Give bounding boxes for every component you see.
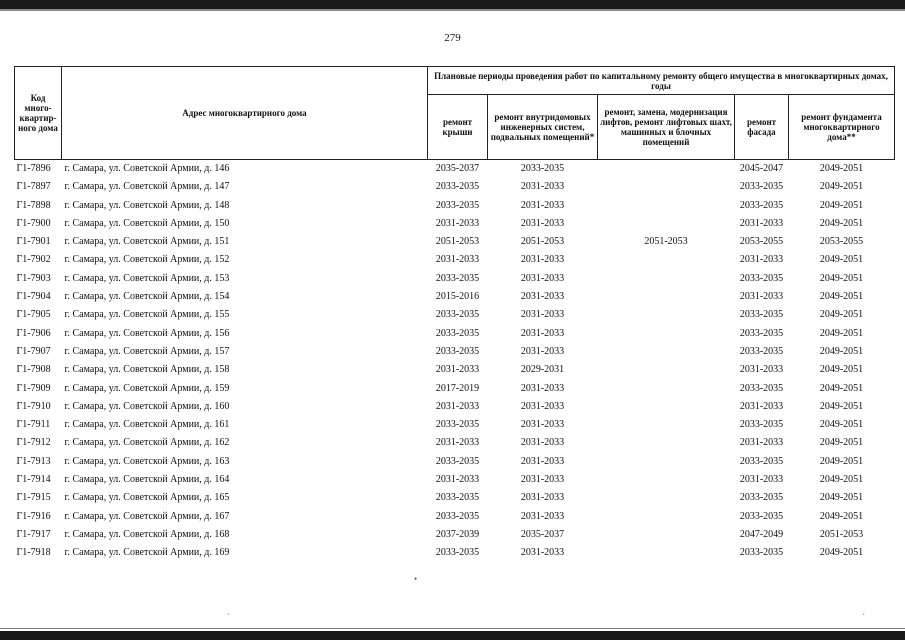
cell-code: Г1-7900 — [16, 217, 51, 229]
header-foundation: ремонт фундамента многоквартирного дома** — [789, 95, 895, 160]
cell-roof: 2017-2019 — [435, 382, 480, 394]
cell-roof: 2031-2033 — [435, 400, 480, 412]
cell-systems: 2031-2033 — [520, 474, 565, 486]
cell-address: г. Самара, ул. Советской Армии, д. 169 — [64, 547, 230, 559]
cell-facade: 2031-2033 — [739, 217, 784, 229]
cell-facade: 2033-2035 — [739, 345, 784, 357]
cell-systems: 2031-2033 — [520, 181, 565, 193]
cell-code: Г1-7903 — [16, 272, 51, 284]
table-row — [15, 544, 895, 562]
table-row — [15, 233, 895, 251]
cell-facade: 2033-2035 — [739, 382, 784, 394]
cell-facade: 2031-2033 — [739, 254, 784, 266]
cell-code: Г1-7896 — [15, 160, 62, 179]
scan-border-bottom — [0, 631, 905, 640]
cell-code: Г1-7911 — [16, 419, 51, 431]
cell-systems: 2031-2033 — [520, 272, 565, 284]
cell-address: г. Самара, ул. Советской Армии, д. 164 — [64, 474, 230, 486]
cell-elevators — [598, 453, 735, 471]
cell-systems: 2031-2033 — [520, 455, 565, 467]
cell-systems: 2031-2033 — [520, 217, 565, 229]
cell-address: г. Самара, ул. Советской Армии, д. 163 — [64, 455, 230, 467]
cell-address: г. Самара, ул. Советской Армии, д. 157 — [64, 345, 230, 357]
cell-roof: 2033-2035 — [435, 510, 480, 522]
table-row — [15, 270, 895, 288]
cell-code: Г1-7898 — [16, 199, 51, 211]
table-row — [15, 508, 895, 526]
cell-facade: 2033-2035 — [739, 510, 784, 522]
cell-roof: 2033-2035 — [435, 181, 480, 193]
cell-roof: 2015-2016 — [435, 291, 480, 303]
cell-foundation: 2049-2051 — [819, 364, 864, 376]
cell-facade: 2053-2055 — [739, 236, 784, 248]
header-facade: ремонт фасада — [735, 95, 789, 160]
cell-roof: 2031-2033 — [435, 217, 480, 229]
header-period-group: Плановые периоды проведения работ по капитальному ремонту общего имущества в многоквартирных домах, годы — [428, 67, 895, 95]
cell-address: г. Самара, ул. Советской Армии, д. 168 — [64, 528, 230, 540]
table-row — [15, 453, 895, 471]
table-row — [15, 398, 895, 416]
cell-address: г. Самара, ул. Советской Армии, д. 165 — [64, 492, 230, 504]
cell-foundation: 2053-2055 — [819, 236, 864, 248]
cell-foundation: 2049-2051 — [819, 272, 864, 284]
cell-roof: 2031-2033 — [435, 474, 480, 486]
cell-code: Г1-7906 — [16, 327, 51, 339]
cell-roof: 2033-2035 — [435, 272, 480, 284]
cell-roof: 2035-2037 — [428, 160, 488, 179]
cell-address: г. Самара, ул. Советской Армии, д. 153 — [64, 272, 230, 284]
cell-elevators — [598, 325, 735, 343]
cell-elevators — [598, 489, 735, 507]
table-row — [15, 489, 895, 507]
scan-speck: • — [414, 574, 418, 584]
cell-systems: 2031-2033 — [520, 254, 565, 266]
cell-address: г. Самара, ул. Советской Армии, д. 151 — [64, 236, 230, 248]
scan-speck: ˋ — [227, 612, 230, 622]
cell-code: Г1-7913 — [16, 455, 51, 467]
table-row — [15, 361, 895, 379]
cell-address: г. Самара, ул. Советской Армии, д. 156 — [64, 327, 230, 339]
cell-code: Г1-7915 — [16, 492, 51, 504]
cell-facade: 2031-2033 — [739, 291, 784, 303]
cell-roof: 2033-2035 — [435, 419, 480, 431]
cell-foundation: 2051-2053 — [819, 528, 864, 540]
cell-elevators — [598, 306, 735, 324]
cell-elevators — [598, 215, 735, 233]
cell-address: г. Самара, ул. Советской Армии, д. 159 — [64, 382, 230, 394]
cell-address: г. Самара, ул. Советской Армии, д. 155 — [64, 309, 230, 321]
cell-elevators — [598, 270, 735, 288]
header-address: Адрес многоквартирного дома — [62, 67, 428, 160]
cell-address: г. Самара, ул. Советской Армии, д. 158 — [64, 364, 230, 376]
scan-border-top — [0, 0, 905, 9]
cell-facade: 2033-2035 — [739, 272, 784, 284]
cell-roof: 2031-2033 — [435, 254, 480, 266]
cell-foundation: 2049-2051 — [819, 437, 864, 449]
table-row — [15, 288, 895, 306]
cell-foundation: 2049-2051 — [819, 419, 864, 431]
cell-systems: 2029-2031 — [520, 364, 565, 376]
cell-code: Г1-7916 — [16, 510, 51, 522]
table-row — [15, 160, 895, 179]
cell-code: Г1-7912 — [16, 437, 51, 449]
scan-speck: ˊ — [862, 612, 865, 622]
cell-elevators — [598, 544, 735, 562]
cell-code: Г1-7897 — [16, 181, 51, 193]
cell-roof: 2033-2035 — [435, 345, 480, 357]
cell-facade: 2031-2033 — [739, 474, 784, 486]
cell-foundation: 2049-2051 — [819, 474, 864, 486]
cell-facade: 2033-2035 — [739, 455, 784, 467]
cell-systems: 2031-2033 — [520, 345, 565, 357]
cell-roof: 2037-2039 — [435, 528, 480, 540]
cell-elevators — [598, 526, 735, 544]
cell-code: Г1-7910 — [16, 400, 51, 412]
cell-elevators — [598, 343, 735, 361]
cell-code: Г1-7904 — [16, 291, 51, 303]
cell-foundation: 2049-2051 — [819, 400, 864, 412]
cell-foundation: 2049-2051 — [819, 492, 864, 504]
cell-code: Г1-7918 — [16, 547, 51, 559]
cell-facade: 2031-2033 — [739, 400, 784, 412]
cell-elevators — [598, 288, 735, 306]
cell-roof: 2033-2035 — [435, 309, 480, 321]
cell-roof: 2033-2035 — [435, 455, 480, 467]
cell-facade: 2033-2035 — [739, 419, 784, 431]
cell-facade: 2047-2049 — [739, 528, 784, 540]
cell-facade: 2045-2047 — [735, 160, 789, 179]
cell-systems: 2031-2033 — [520, 437, 565, 449]
cell-facade: 2033-2035 — [739, 309, 784, 321]
page-number: 279 — [444, 32, 461, 44]
cell-address: г. Самара, ул. Советской Армии, д. 161 — [64, 419, 230, 431]
cell-elevators — [598, 251, 735, 269]
cell-elevators — [598, 471, 735, 489]
table-row — [15, 325, 895, 343]
cell-foundation: 2049-2051 — [819, 291, 864, 303]
header-roof: ремонт крыши — [428, 95, 488, 160]
cell-address: г. Самара, ул. Советской Армии, д. 162 — [64, 437, 230, 449]
cell-roof: 2033-2035 — [435, 492, 480, 504]
cell-roof: 2031-2033 — [435, 437, 480, 449]
header-code: Код много-квартир-ного дома — [15, 67, 62, 160]
table-row — [15, 215, 895, 233]
cell-code: Г1-7914 — [16, 474, 51, 486]
cell-facade: 2031-2033 — [739, 364, 784, 376]
cell-systems: 2051-2053 — [520, 236, 565, 248]
table-row — [15, 343, 895, 361]
cell-roof: 2033-2035 — [435, 327, 480, 339]
cell-foundation: 2049-2051 — [819, 382, 864, 394]
cell-address: г. Самара, ул. Советской Армии, д. 160 — [64, 400, 230, 412]
cell-code: Г1-7908 — [16, 364, 51, 376]
cell-systems: 2031-2033 — [520, 309, 565, 321]
cell-code: Г1-7907 — [16, 345, 51, 357]
table-row — [15, 178, 895, 196]
cell-elevators — [598, 178, 735, 196]
cell-systems: 2031-2033 — [520, 199, 565, 211]
cell-systems: 2031-2033 — [520, 327, 565, 339]
cell-foundation: 2049-2051 — [789, 160, 895, 179]
repair-schedule-table — [14, 66, 895, 563]
cell-roof: 2051-2053 — [435, 236, 480, 248]
cell-roof: 2033-2035 — [435, 547, 480, 559]
cell-code: Г1-7902 — [16, 254, 51, 266]
cell-systems: 2031-2033 — [520, 382, 565, 394]
cell-systems: 2031-2033 — [520, 291, 565, 303]
cell-systems: 2031-2033 — [520, 419, 565, 431]
cell-address: г. Самара, ул. Советской Армии, д. 152 — [64, 254, 230, 266]
table-row — [15, 471, 895, 489]
header-elevators: ремонт, замена, модернизация лифтов, ремонт лифтовых шахт, машинных и блочных помещений — [598, 95, 735, 160]
cell-systems: 2031-2033 — [520, 547, 565, 559]
cell-address: г. Самара, ул. Советской Армии, д. 147 — [64, 181, 230, 193]
cell-address: г. Самара, ул. Советской Армии, д. 148 — [64, 199, 230, 211]
cell-elevators — [598, 508, 735, 526]
cell-facade: 2031-2033 — [739, 437, 784, 449]
table-row — [15, 251, 895, 269]
cell-foundation: 2049-2051 — [819, 309, 864, 321]
cell-elevators — [598, 434, 735, 452]
cell-code: Г1-7917 — [16, 528, 51, 540]
cell-foundation: 2049-2051 — [819, 327, 864, 339]
cell-facade: 2033-2035 — [739, 547, 784, 559]
cell-facade: 2033-2035 — [739, 181, 784, 193]
cell-elevators — [598, 197, 735, 215]
cell-systems: 2031-2033 — [520, 400, 565, 412]
table-row — [15, 197, 895, 215]
cell-elevators — [598, 160, 735, 179]
table-row — [15, 306, 895, 324]
cell-foundation: 2049-2051 — [819, 345, 864, 357]
cell-foundation: 2049-2051 — [819, 254, 864, 266]
table-row — [15, 526, 895, 544]
cell-code: Г1-7905 — [16, 309, 51, 321]
cell-code: Г1-7909 — [16, 382, 51, 394]
cell-elevators — [598, 361, 735, 379]
cell-systems: 2031-2033 — [520, 510, 565, 522]
cell-elevators — [598, 380, 735, 398]
cell-elevators — [598, 398, 735, 416]
header-systems: ремонт внутридомовых инженерных систем, подвальных помещений* — [488, 95, 598, 160]
cell-foundation: 2049-2051 — [819, 217, 864, 229]
cell-facade: 2033-2035 — [739, 492, 784, 504]
cell-foundation: 2049-2051 — [819, 547, 864, 559]
table-row — [15, 416, 895, 434]
cell-systems: 2033-2035 — [488, 160, 598, 179]
cell-address: г. Самара, ул. Советской Армии, д. 150 — [64, 217, 230, 229]
cell-roof: 2033-2035 — [435, 199, 480, 211]
cell-systems: 2035-2037 — [520, 528, 565, 540]
cell-foundation: 2049-2051 — [819, 181, 864, 193]
cell-roof: 2031-2033 — [435, 364, 480, 376]
cell-code: Г1-7901 — [16, 236, 51, 248]
table-row — [15, 380, 895, 398]
cell-foundation: 2049-2051 — [819, 510, 864, 522]
cell-facade: 2033-2035 — [739, 199, 784, 211]
table-row — [15, 434, 895, 452]
cell-elevators: 2051-2053 — [644, 236, 688, 248]
cell-facade: 2033-2035 — [739, 327, 784, 339]
cell-address: г. Самара, ул. Советской Армии, д. 154 — [64, 291, 230, 303]
cell-address: г. Самара, ул. Советской Армии, д. 146 — [62, 160, 428, 179]
cell-address: г. Самара, ул. Советской Армии, д. 167 — [64, 510, 230, 522]
cell-foundation: 2049-2051 — [819, 199, 864, 211]
cell-foundation: 2049-2051 — [819, 455, 864, 467]
cell-systems: 2031-2033 — [520, 492, 565, 504]
cell-elevators — [598, 416, 735, 434]
